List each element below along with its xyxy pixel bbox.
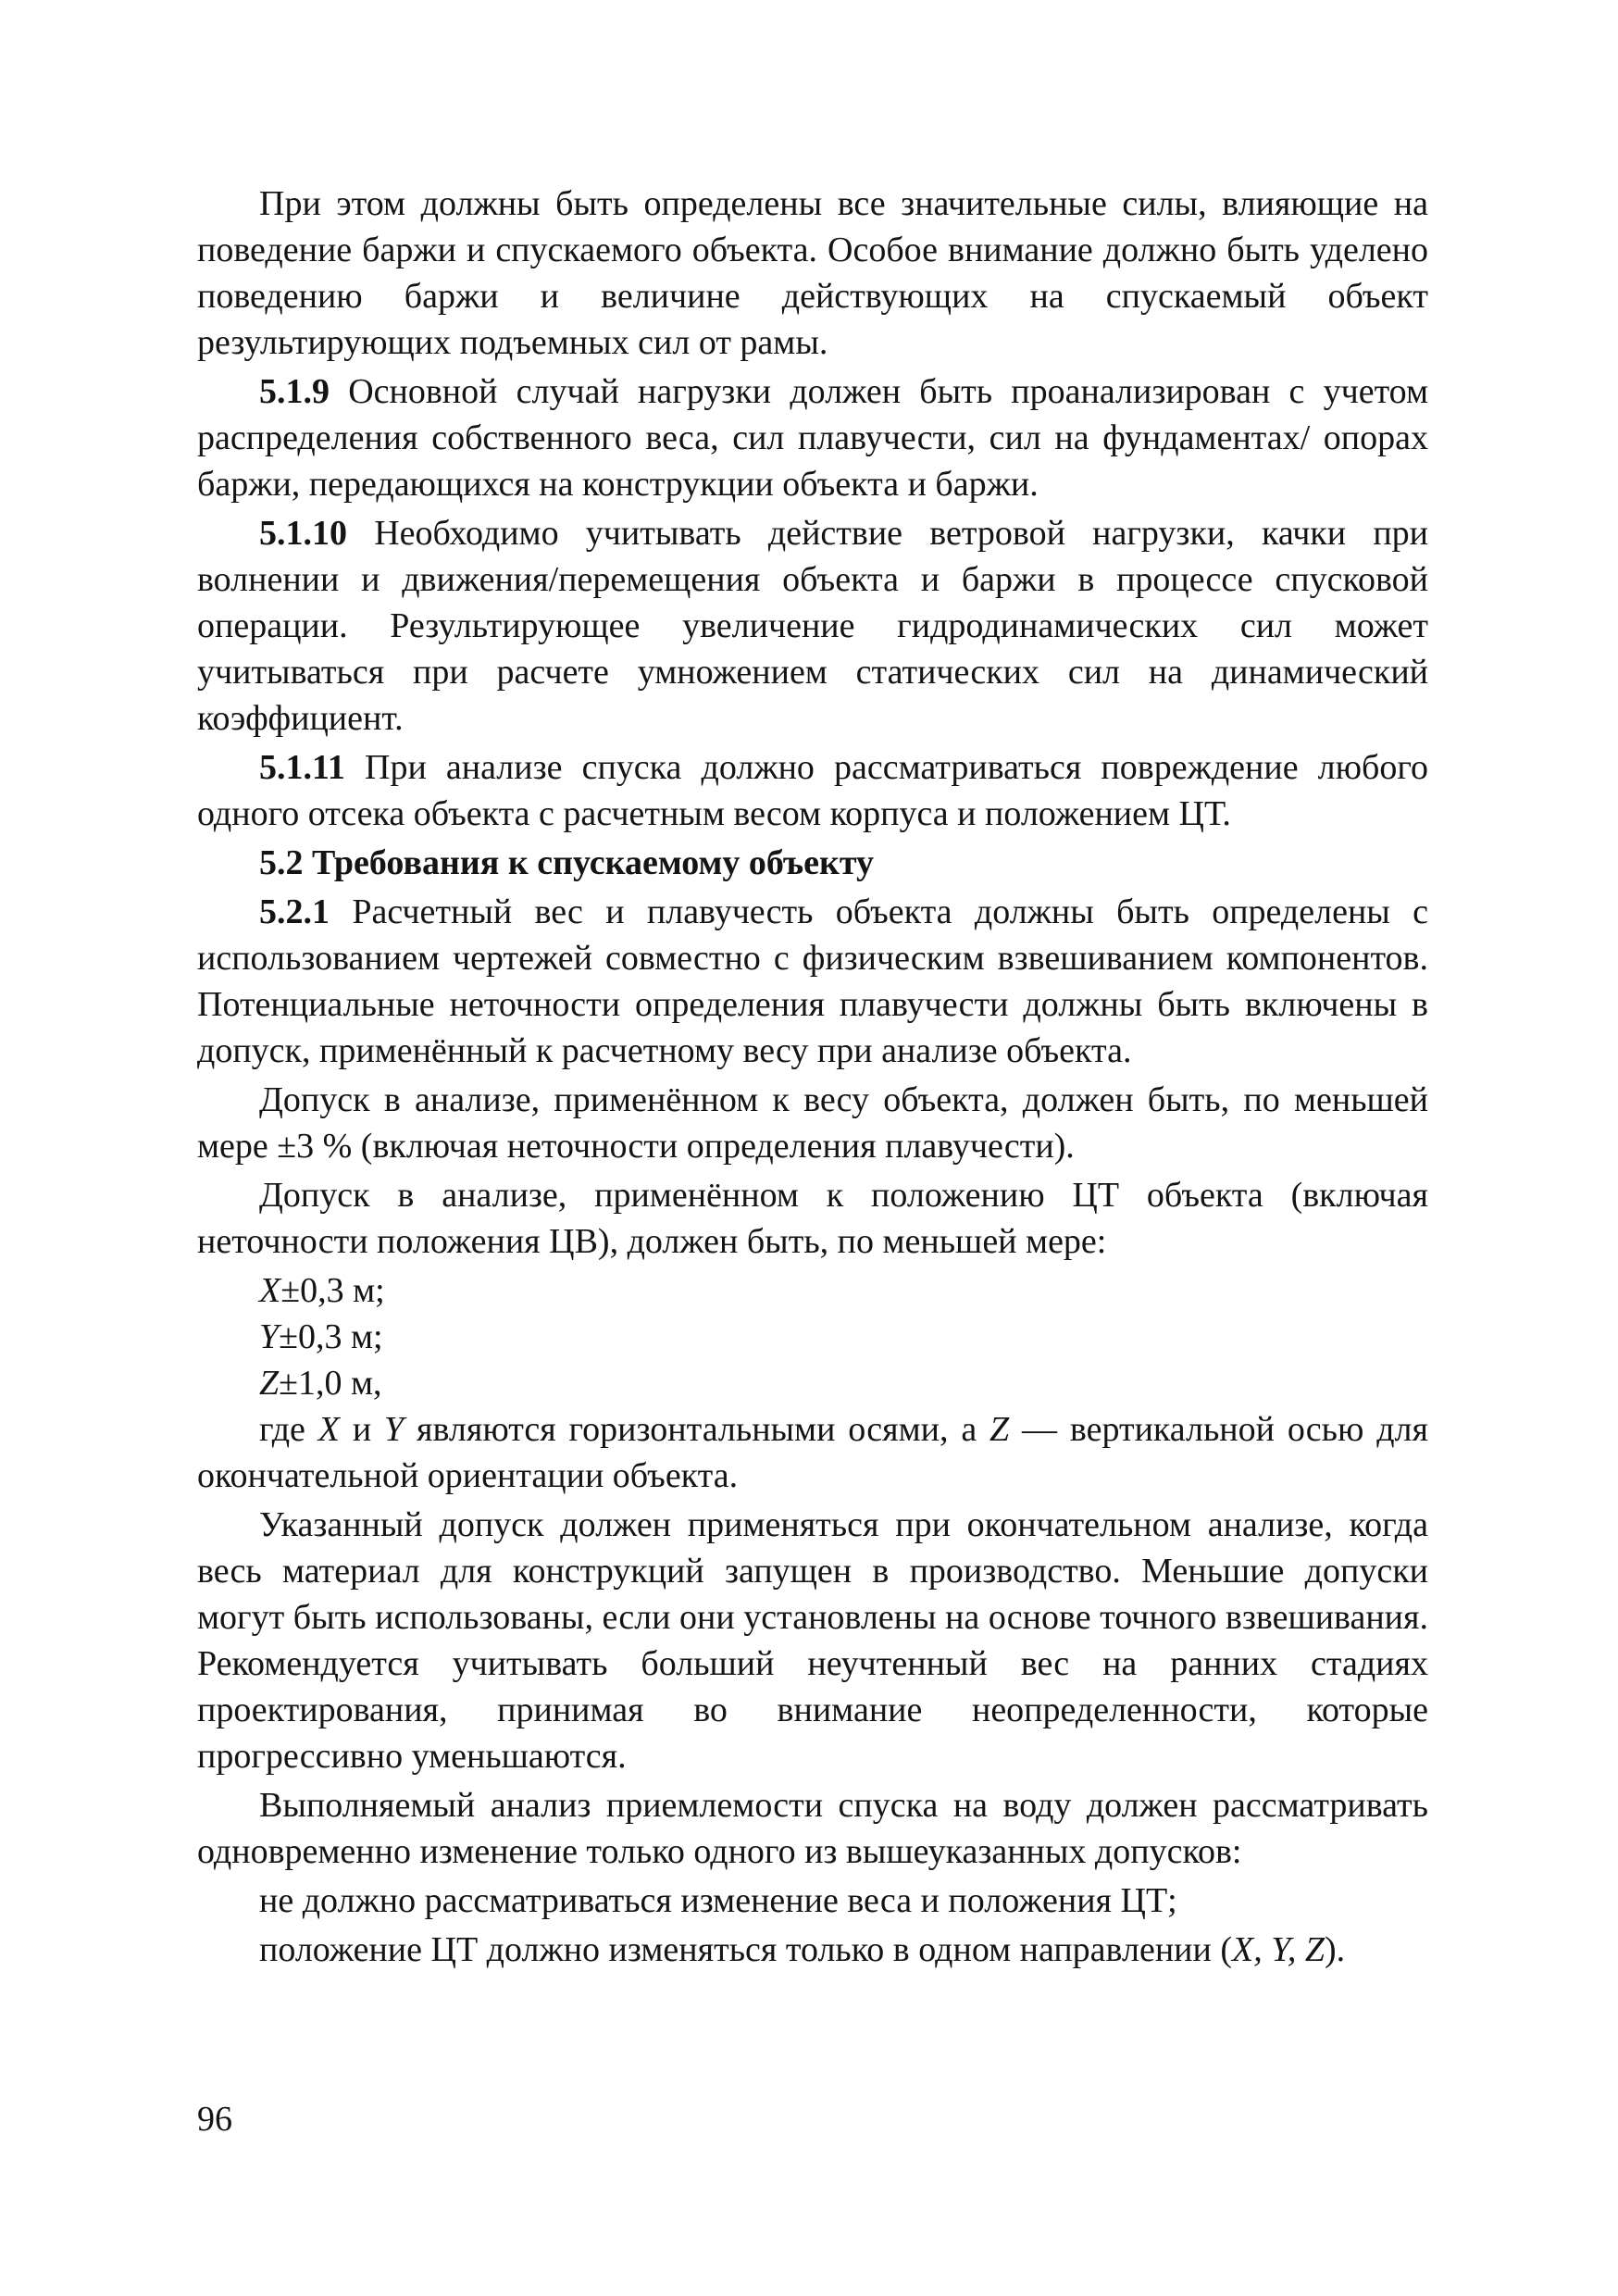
text-run: — вертикальной осью для окончательной ориентации объекта.	[197, 1410, 1428, 1495]
tolerance-value: ±1,0 м,	[279, 1364, 382, 1403]
clause-number: 5.1.10	[259, 514, 347, 553]
tolerance-value: ±0,3 м;	[279, 1317, 383, 1356]
axis-variables: X, Y, Z	[1231, 1930, 1325, 1969]
paragraph-cog-tolerance: Допуск в анализе, применённом к положению ЦТ объекта (включая неточности положения ЦВ), должен быть, по меньшей мере:	[197, 1176, 1428, 1261]
tolerance-y	[197, 1314, 1428, 1360]
tolerance-x	[197, 1267, 1428, 1314]
paragraph-5-1-9	[197, 368, 1428, 507]
paragraph-final-analysis: Указанный допуск должен применяться при окончательном анализе, когда весь материал для конструкций запущен в производство. Меньшие допуски могут быть использованы, если они установлены на основе точного взвешивания. Рекомендуется учитывать больший неучтенный вес на ранних стадиях проектирования, принимая во внимание неопределенности, которые прогрессивно уменьшаются.	[197, 1505, 1428, 1776]
text-run: где	[259, 1410, 318, 1449]
clause-text: Необходимо учитывать действие ветровой нагрузки, качки при волнении и движения/перемещения объекта и баржи в процессе спусковой операции. Результирующее увеличение гидродинамических сил может учитываться при расчете умножением статических сил на динамический коэффициент.	[197, 514, 1428, 738]
paragraph-5-1-10	[197, 510, 1428, 742]
paragraph-weight-tolerance: Допуск в анализе, применённом к весу объекта, должен быть, по меньшей мере ±3 % (включая неточности определения плавучести).	[197, 1080, 1428, 1166]
page-number: 96	[197, 2100, 232, 2139]
paragraph-forces: При этом должны быть определены все значительные силы, влияющие на поведение баржи и спускаемого объекта. Особое внимание должно быть уделено поведению баржи и величине действующих на спускаемый объект результирующих подъемных сил от рамы.	[197, 184, 1428, 362]
section-heading: 5.2 Требования к спускаемому объекту	[259, 843, 875, 882]
clause-number: 5.2.1	[259, 892, 330, 931]
body-text	[197, 181, 1428, 1976]
paragraph-axes-definition	[197, 1406, 1428, 1499]
paragraph-5-1-11	[197, 744, 1428, 837]
list-item-weight-cog: не должно рассматриваться изменение веса и положения ЦТ;	[259, 1881, 1177, 1920]
clause-number: 5.1.11	[259, 748, 345, 787]
clause-number: 5.1.9	[259, 372, 330, 411]
axis-variable: Y	[259, 1317, 280, 1356]
clause-text: При анализе спуска должно рассматриваться повреждение любого одного отсека объекта с расчетным весом корпуса и положением ЦТ.	[197, 748, 1428, 833]
list-item-cog-direction	[197, 1927, 1428, 1973]
text-run: положение ЦТ должно изменяться только в одном направлении (	[259, 1930, 1232, 1969]
clause-text: Основной случай нагрузки должен быть проанализирован с учетом распределения собственного веса, сил плавучести, сил на фундаментах/ опорах баржи, передающихся на конструкции объекта и баржи.	[197, 372, 1428, 504]
axis-variable: X	[317, 1410, 340, 1449]
text-run: и	[339, 1410, 385, 1449]
axis-variable: Z	[989, 1410, 1010, 1449]
tolerance-z	[197, 1360, 1428, 1406]
axis-variable: Z	[259, 1364, 280, 1403]
text-run: ).	[1324, 1930, 1346, 1969]
paragraph-5-2-1	[197, 889, 1428, 1074]
paragraph-launch-analysis: Выполняемый анализ приемлемости спуска на воду должен рассматривать одновременно изменение только одного из вышеуказанных допусков:	[197, 1786, 1428, 1871]
clause-text: Расчетный вес и плавучесть объекта должны быть определены с использованием чертежей совместно с физическим взвешиванием компонентов. Потенциальные неточности определения плавучести должны быть включены в допуск, применённый к расчетному весу при анализе объекта.	[197, 892, 1428, 1070]
tolerance-value: ±0,3 м;	[280, 1271, 385, 1310]
text-run: являются горизонтальными осями, а	[404, 1410, 990, 1449]
axis-variable: Y	[384, 1410, 404, 1449]
axis-variable: X	[259, 1271, 281, 1310]
